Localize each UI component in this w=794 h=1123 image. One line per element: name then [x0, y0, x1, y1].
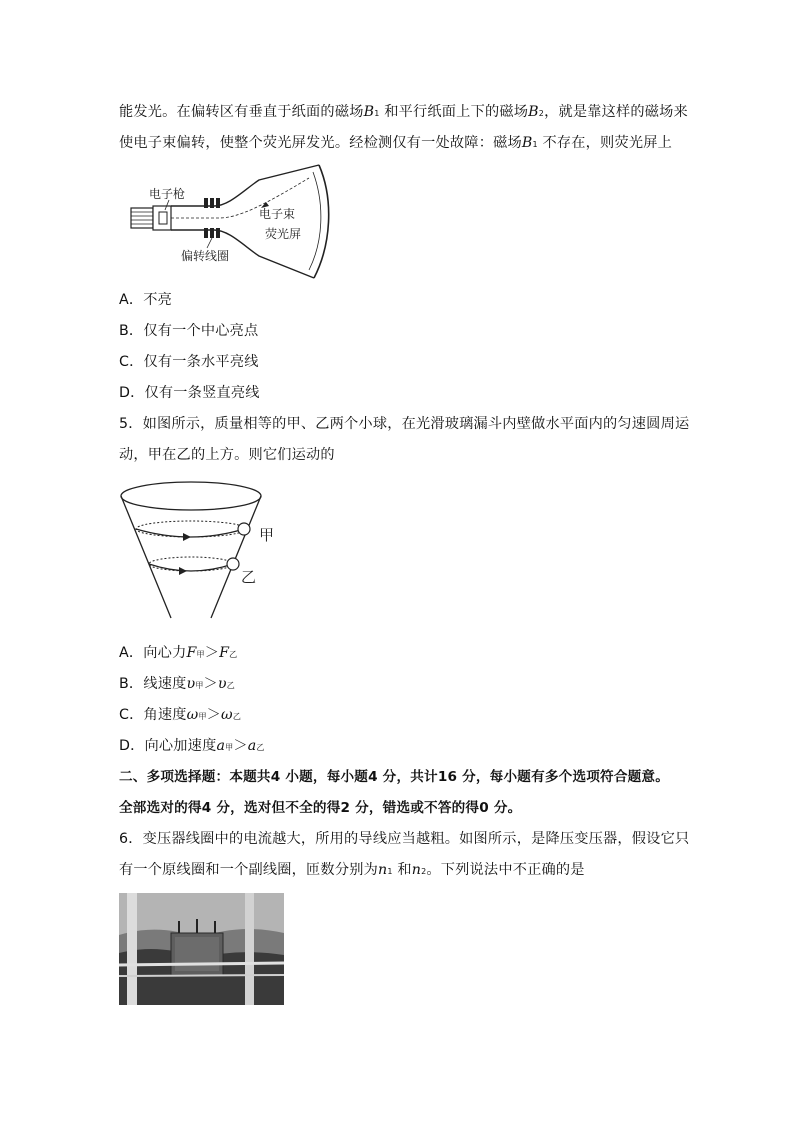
q6-text: 和: [392, 862, 412, 878]
option-label: A．向心力: [119, 645, 187, 661]
var-n1-sub: 1: [387, 867, 393, 876]
var-a: a: [247, 738, 257, 754]
var-n2: n: [411, 862, 422, 878]
intro-text: 使电子束偏转，使整个荧光屏发光。经检测仅有一处故障：磁场: [119, 135, 522, 151]
var-n2-sub: 2: [421, 867, 427, 876]
label-beam: 电子束: [259, 207, 296, 221]
var-v: υ: [217, 676, 227, 692]
q4-option-b: B．仅有一个中心亮点: [119, 323, 259, 339]
q4-option-d: D．仅有一条竖直亮线: [119, 385, 260, 401]
var-f: F: [219, 645, 230, 661]
intro-line-2: [119, 133, 672, 155]
section-2-note: 全部选对的得4 分，选对但不全的得2 分，错选或不答的得0 分。: [119, 800, 522, 816]
intro-text: 不存在，则荧光屏上: [537, 135, 672, 151]
intro-text: 能发光。在偏转区有垂直于纸面的磁场: [119, 104, 364, 120]
greater-than: ＞: [233, 738, 248, 754]
greater-than: ＞: [203, 676, 218, 692]
subscript: 乙: [256, 743, 265, 752]
label-yi: 乙: [241, 568, 257, 586]
funnel-figure: [119, 478, 284, 628]
option-label: B．线速度: [119, 676, 187, 692]
transformer-photo: [119, 893, 284, 1005]
var-b2-sub: 2: [538, 109, 545, 118]
var-b1: B: [363, 104, 375, 120]
var-v: υ: [186, 676, 196, 692]
var-b1: B: [521, 135, 533, 151]
label-coil: 偏转线圈: [181, 249, 230, 263]
var-omega: ω: [221, 707, 233, 723]
subscript: 乙: [232, 712, 242, 721]
intro-text: ，就是靠这样的磁场来: [544, 104, 688, 120]
q5-option-a: [119, 643, 237, 665]
q5-stem-line-1: 5．如图所示，质量相等的甲、乙两个小球，在光滑玻璃漏斗内壁做水平面内的匀速圆周运: [119, 416, 690, 432]
q6-stem-line-2: [119, 860, 585, 882]
q5-option-c: [119, 705, 241, 727]
q6-text: 有一个原线圈和一个副线圈，匝数分别为: [119, 862, 378, 878]
var-b1-sub: 1: [532, 140, 538, 149]
var-omega: ω: [186, 707, 199, 723]
var-f: F: [186, 645, 197, 661]
label-gun: 电子枪: [149, 187, 186, 201]
crt-figure: [119, 160, 334, 280]
subscript: 甲: [225, 743, 234, 752]
var-n1: n: [377, 862, 388, 878]
var-b2: B: [528, 104, 539, 120]
option-label: C．角速度: [119, 707, 187, 723]
intro-text: 和平行纸面上下的磁场: [379, 104, 529, 120]
greater-than: ＞: [206, 707, 222, 723]
label-screen: 荧光屏: [265, 227, 302, 241]
q4-option-a: A．不亮: [119, 292, 173, 308]
greater-than: ＞: [204, 645, 220, 661]
section-2-heading: 二、多项选择题：本题共4 小题，每小题4 分，共计16 分，每小题有多个选项符合题意。: [119, 769, 670, 785]
intro-line-1: [119, 102, 688, 124]
subscript: 甲: [195, 681, 204, 690]
q5-option-d: [119, 736, 265, 758]
option-label: D．向心加速度: [119, 738, 217, 754]
label-jia: 甲: [259, 526, 275, 544]
subscript: 乙: [226, 681, 235, 690]
subscript: 甲: [198, 712, 207, 721]
subscript: 甲: [196, 650, 205, 659]
q5-option-b: [119, 674, 235, 696]
q5-stem-line-2: 动，甲在乙的上方。则它们运动的: [119, 447, 335, 463]
var-b1-sub: 1: [374, 109, 380, 118]
q6-stem-line-1: 6．变压器线圈中的电流越大，所用的导线应当越粗。如图所示，是降压变压器，假设它只: [119, 831, 690, 847]
var-a: a: [216, 738, 226, 754]
subscript: 乙: [229, 650, 238, 659]
q6-text: 。下列说法中不正确的是: [426, 862, 585, 878]
q4-option-c: C．仅有一条水平亮线: [119, 354, 259, 370]
